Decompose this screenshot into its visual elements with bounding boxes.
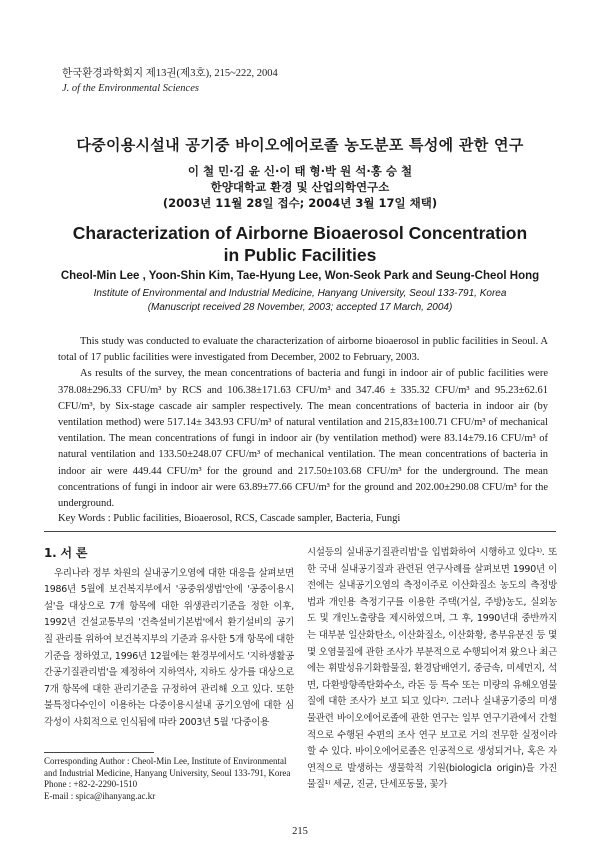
- journal-citation: 한국환경과학회지 제13권(제3호), 215~222, 2004: [62, 68, 278, 79]
- journal-header: [62, 66, 278, 96]
- english-title-line1: Characterization of Airborne Bioaerosol Concentration: [72, 223, 528, 243]
- body-column-right: [307, 545, 557, 794]
- korean-author-block: [0, 163, 600, 211]
- english-authors: Cheol-Min Lee , Yoon-Shin Kim, Tae-Hyung Lee, Won-Seok Park and Seung-Cheol Hong: [60, 270, 540, 282]
- phone: Phone : +82-2-2290-1510: [44, 779, 138, 789]
- corresponding-author: Corresponding Author : Cheol-Min Lee, Institute of Environmental and Industrial Medicine, Hanyang University, Seoul 133-791, Korea: [44, 756, 291, 778]
- manuscript-dates: (Manuscript received 28 November, 2003; accepted 17 March, 2004): [147, 302, 453, 313]
- body-text-right: 시설등의 실내공기질관리법'을 입법화하여 시행하고 있다¹⁾. 또한 국내 실내공기질과 관련된 연구사례를 살펴보면 1990년 이전에는 실내공기오염의 측정이주로 이산화질소 농도의 측정방법과 개인용 측정기구를 이용한 주택(거실, 주방)농도, 실외농도 및 개인노출량을 제시하였으며, 그 후, 1990년대 중반까지는 대부분 일산화탄소, 이산화질소, 이산화황, 총부유분진 등 몇몇 오염물질에 관한 조사가 부분적으로 수행되어져 왔으나 최근에는 휘발성유기화합물질, 환경담배연기, 중금속, 미세먼지, 석면, 다환방향족탄화수소, 라돈 등 특수 또는 미량의 유해오염물질에 대한 조사가 보고 되고 있다²⁾. 그러나 실내공기중의 미생물관련 바이오에어로졸에 관한 연구는 일부 연구기관에서 간헐적으로 수행된 수편의 조사 연구 보고로 거의 전무한 실정이라 할 수 있다. 바이오에어로졸은 인공적으로 생성되거나, 혹은 자연적으로 발생하는 생물학적 기원(biologicla origin)을 가진 물질¹⁾ 세균, 진균, 단세포동물, 꽃가: [307, 547, 557, 791]
- abstract-paragraph-1: This study was conducted to evaluate the characterization of airborne bioaerosol in public facilities in Seoul. A total of 17 public facilities were investigated from December, 2002 to February, 2003.: [58, 336, 548, 364]
- english-affiliation-block: [0, 287, 600, 315]
- email[interactable]: E-mail : spica@ihanyang.ac.kr: [44, 790, 156, 801]
- korean-affiliation: 한양대학교 환경 및 산업의학연구소: [210, 180, 390, 194]
- page-number: 215: [292, 826, 308, 837]
- abstract: [58, 334, 548, 512]
- korean-dates: (2003년 11월 28일 접수; 2004년 3월 17일 채택): [162, 196, 438, 210]
- divider: [44, 531, 556, 532]
- english-title-line2: in Public Facilities: [223, 245, 377, 265]
- abstract-paragraph-2: As results of the survey, the mean concentrations of bacteria and fungi in indoor air of public facilities were 378.08±296.33 CFU/m³ by RCS and 106.38±171.63 CFU/m³ and 347.46 ± 335.32 CFU/m³ and 95.23±62.61 CFU/m³, by Six-stage cascade air sampler respectively. The mean concentrations of bacteria in indoor air (by ventilation method) were 517.14± 343.93 CFU/m³ of natural ventilation and 215,83±100.71 CFU/m³ of mechanical ventilation. The mean concentrations of fungi in indoor air (by ventilation method) were 83.14±79.16 CFU/m³ of natural ventilation and 133.50±248.07 CFU/m³ of mechanical ventilation. The mean concentrations of bacteria in indoor air were 449.44 CFU/m³ for the ground and 217.50±103.68 CFU/m³ for the underground. The mean concentrations of fungi in indoor air were 63.89±77.66 CFU/m³ for the ground and 202.00±290.08 CFU/m³ for the underground.: [58, 368, 548, 510]
- body-column-left: [44, 545, 294, 732]
- body-text-left: 우리나라 정부 차원의 실내공기오염에 대한 대응을 살펴보면 1986년 5월에 보건복지부에서 '공중위생법'안에 '공중이용시설'을 대상으로 7개 항목에 대한 위생관리기준을 정한 이후, 1992년 건설교통부의 '건축설비기본법'에서 환기설비의 공기질 관리를 위하여 보건복지부의 기준과 유사한 5개 항목에 대한 기준을 정하였고, 1996년 12월에는 환경부에서도 '지하생활공간공기질관리법'을 제정하여 지하역사, 지하도 상가를 대상으로 7개 항목에 대한 관리기준을 규정하여 관리해 오고 있다. 또한 불특정다수인이 이용하는 다중이용시설내 공기오염에 대한 심각성이 사회적으로 인식됨에 따라 2003년 5월 '다중이용: [44, 567, 294, 728]
- footnote: [44, 756, 294, 802]
- english-affiliation: Institute of Environmental and Industrial Medicine, Hanyang University, Seoul 133-791, Korea: [93, 288, 507, 299]
- section-heading: 1. 서 론: [44, 546, 88, 560]
- footnote-divider: [44, 752, 154, 753]
- english-title: [0, 222, 600, 266]
- keywords: Key Words : Public facilities, Bioaerosol, RCS, Cascade sampler, Bacteria, Fungi: [58, 513, 401, 524]
- korean-title: 다중이용시설내 공기중 바이오에어로졸 농도분포 특성에 관한 연구: [76, 136, 524, 154]
- korean-authors: 이 철 민·김 윤 신·이 태 형·박 원 석·홍 승 철: [187, 164, 413, 178]
- journal-name: J. of the Environmental Sciences: [62, 83, 199, 94]
